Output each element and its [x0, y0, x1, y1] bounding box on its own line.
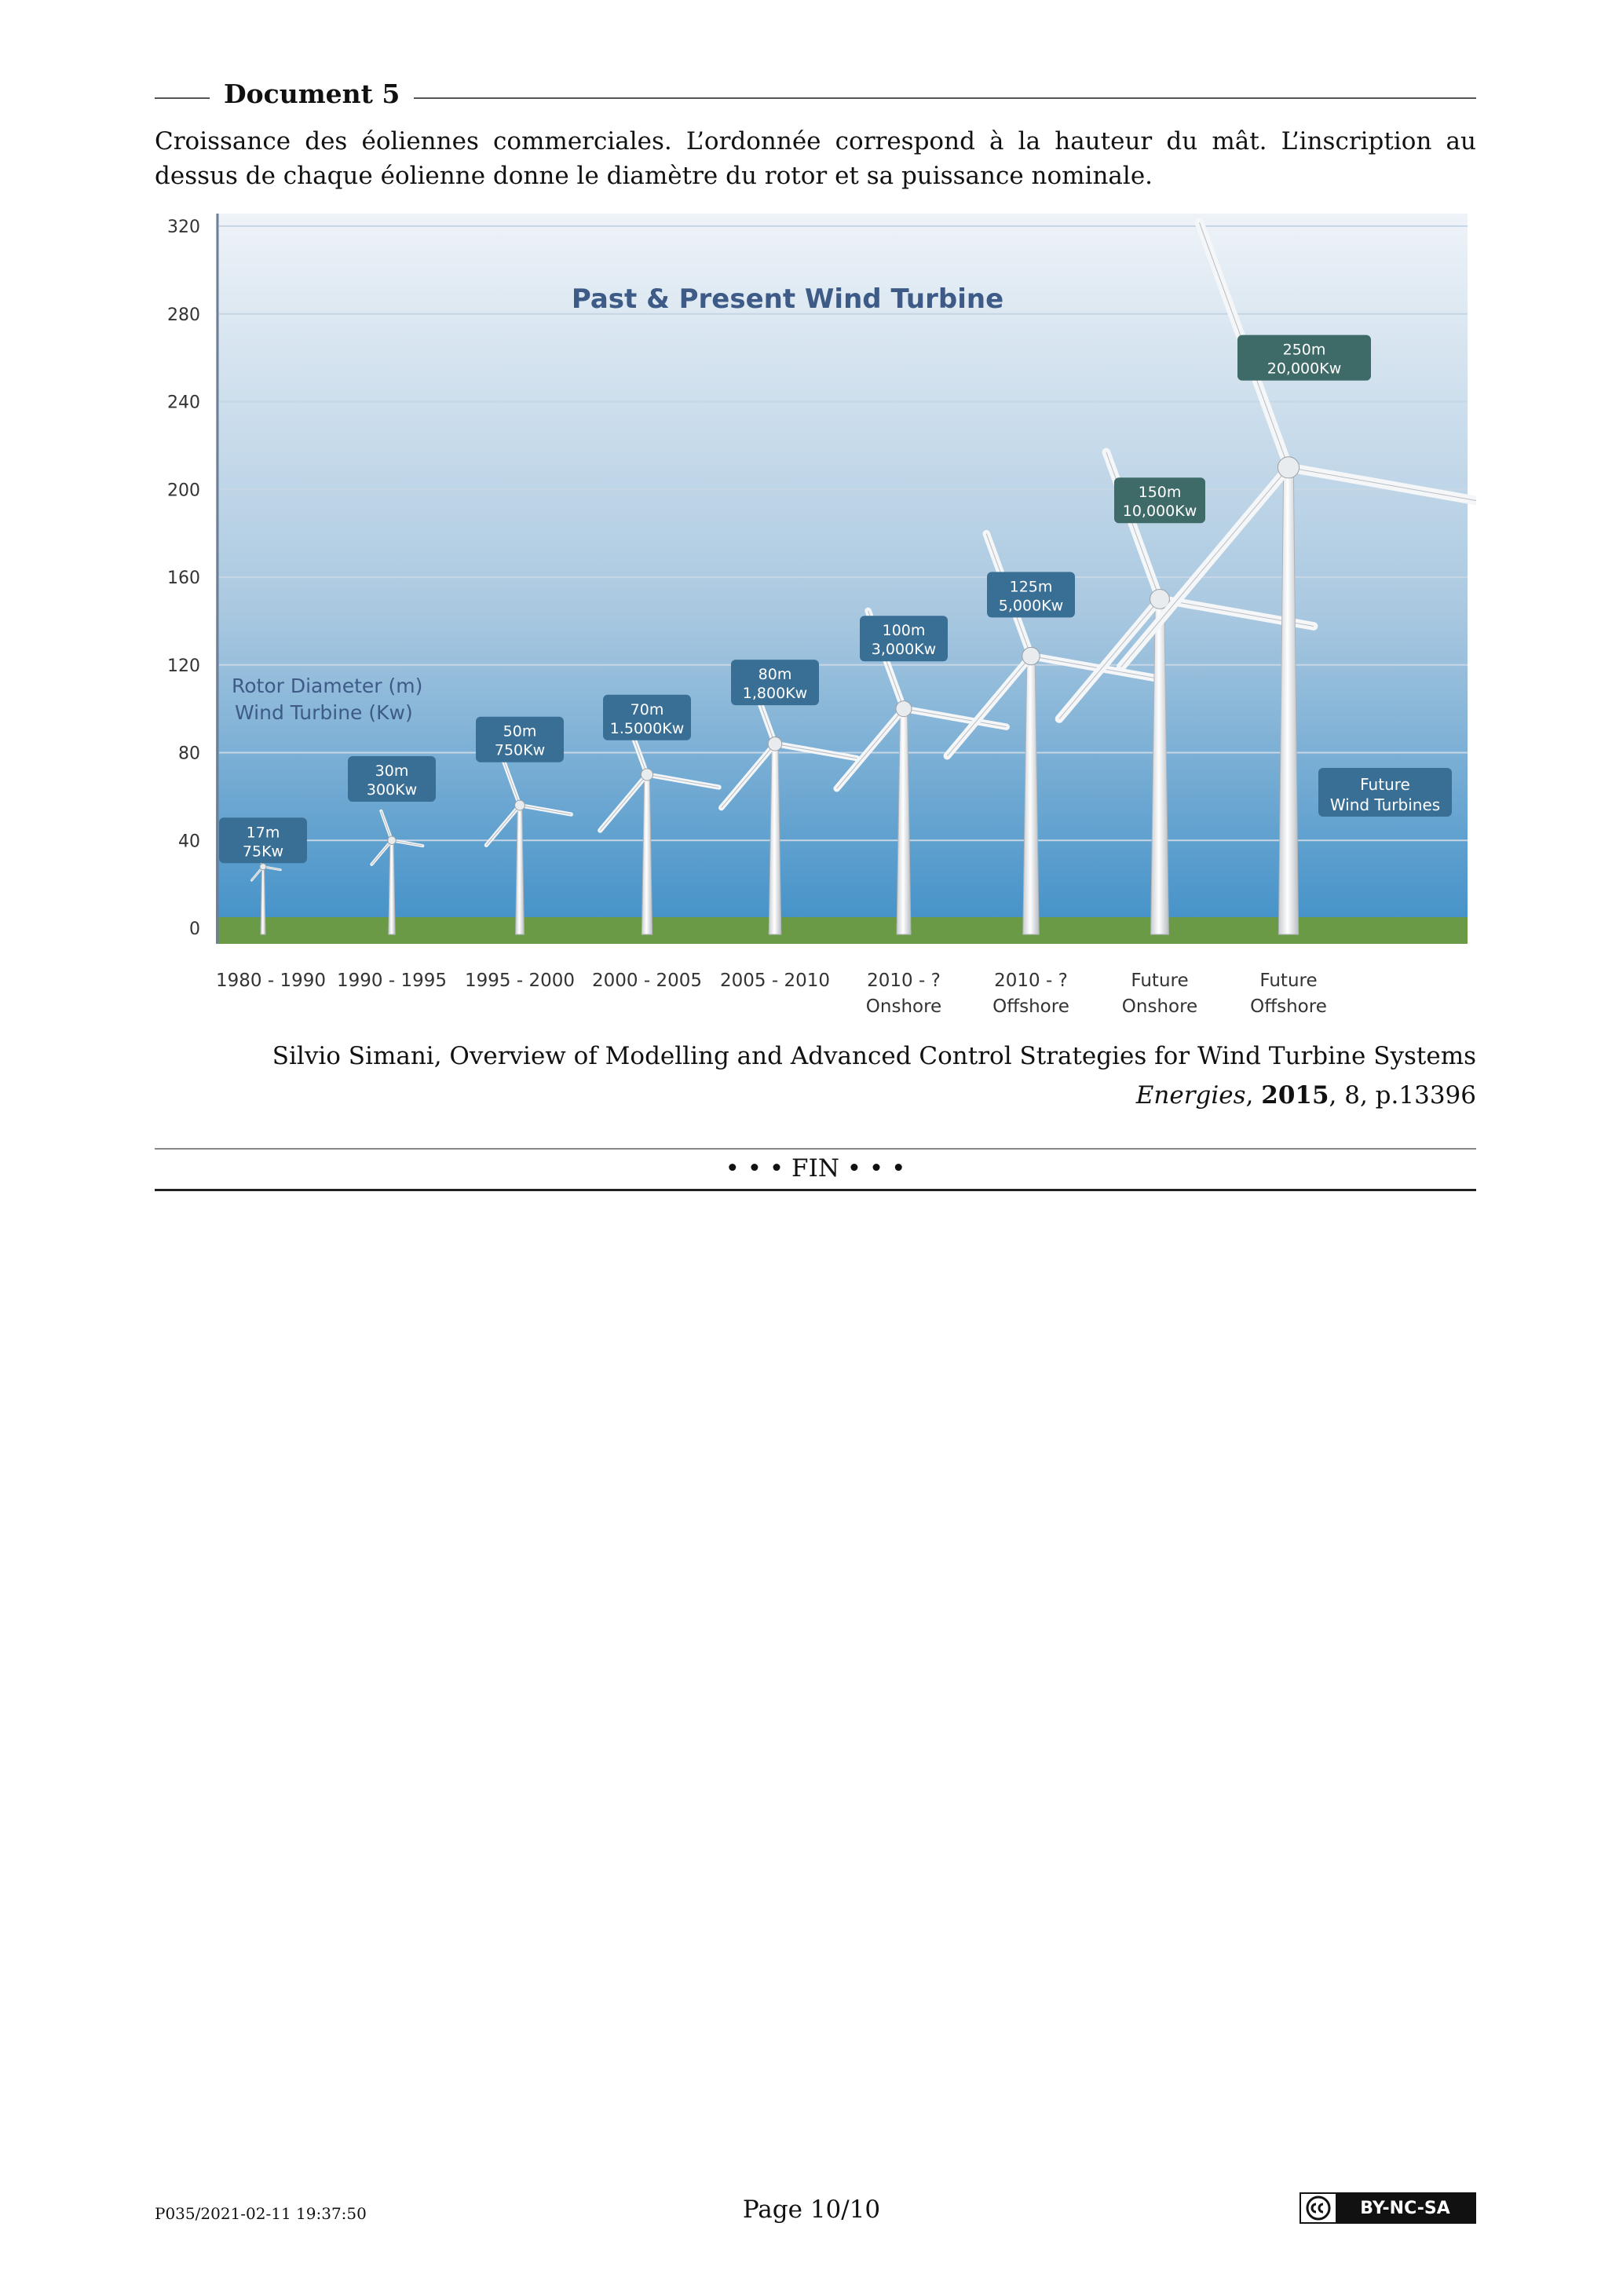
x-tick-label: 2005 - 2010 — [720, 971, 830, 991]
turbine-label-power: 3,000Kw — [871, 641, 937, 659]
turbine-label-power: 1.5000Kw — [609, 719, 685, 737]
turbine-label-diameter: 30m — [375, 762, 409, 781]
chart-svg — [155, 206, 1476, 1030]
turbine-label-power: 300Kw — [366, 781, 418, 799]
turbine-label-5 — [731, 660, 819, 705]
turbine-label-power: 750Kw — [494, 741, 546, 759]
turbine-hub — [260, 864, 266, 870]
turbine-label-diameter: 250m — [1282, 341, 1326, 359]
turbine-label-4 — [603, 695, 691, 740]
turbine-label-diameter: 50m — [503, 722, 537, 740]
header-rule-left — [155, 97, 210, 99]
page-number: Page 10/10 — [742, 2195, 881, 2224]
x-tick-label-line2: Offshore — [992, 996, 1069, 1017]
x-tick-label-line2: Onshore — [865, 996, 942, 1017]
turbine-label-6 — [860, 616, 948, 661]
turbine-label-power: 5,000Kw — [998, 597, 1064, 615]
turbine-label-power: 75Kw — [242, 843, 284, 861]
header-rule-right — [414, 97, 1476, 99]
creative-commons-icon — [1301, 2194, 1336, 2222]
turbine-label-diameter: 150m — [1138, 484, 1182, 502]
turbine-hub — [515, 800, 525, 810]
license-badge — [1299, 2192, 1476, 2224]
y-tick-label: 280 — [167, 305, 200, 325]
document-header — [155, 75, 1476, 119]
y-tick-label: 80 — [178, 744, 200, 764]
turbine-hub — [641, 769, 652, 781]
citation-details: , 8, p.13396 — [1329, 1081, 1476, 1110]
y-tick-label: 40 — [178, 832, 200, 852]
x-tick-label-line2: Onshore — [1121, 996, 1198, 1017]
end-block — [155, 1148, 1476, 1192]
x-tick-label: Future — [1259, 971, 1318, 991]
turbine-hub — [768, 737, 782, 751]
x-tick-label: 1995 - 2000 — [465, 971, 575, 991]
turbine-label-8 — [1114, 477, 1205, 523]
citation-title: Overview of Modelling and Advanced Control Strategies for Wind Turbine Systems — [449, 1042, 1476, 1070]
x-tick-label: 2000 - 2005 — [592, 971, 702, 991]
turbine-hub — [1022, 647, 1040, 664]
x-tick-label: 2010 - ? — [867, 971, 941, 991]
turbine-label-7 — [987, 572, 1075, 617]
citation-year: 2015 — [1261, 1081, 1329, 1110]
turbine-hub — [1278, 457, 1299, 478]
y-tick-label: 320 — [167, 218, 200, 237]
legend-line-rotor-diameter: Rotor Diameter (m) — [232, 675, 423, 697]
intro-paragraph: Croissance des éoliennes commerciales. L’ordonnée correspond à la hauteur du mât. L’inscription au dessus de chaque éolienne donne le diamètre du rotor et sa puissance nominale. — [155, 127, 1476, 190]
turbine-label-3 — [476, 717, 564, 762]
end-rule-bottom — [155, 1189, 1476, 1191]
legend-line-wind-turbine: Wind Turbine (Kw) — [235, 701, 413, 724]
citation-authors: Silvio Simani — [272, 1042, 434, 1070]
turbine-label-power: 10,000Kw — [1122, 503, 1197, 521]
citation-journal: Energies — [1135, 1081, 1246, 1110]
turbine-label-diameter: 125m — [1009, 578, 1053, 596]
turbine-label-diameter: 17m — [246, 824, 280, 842]
citation: Silvio Simani, Overview of Modelling and Advanced Control Strategies for Wind Turbine Systems Energies, 2015, 8, p.13396 — [272, 1042, 1476, 1110]
turbine-label-diameter: 70m — [630, 700, 664, 718]
turbine-label-9 — [1237, 335, 1371, 381]
y-tick-label: 0 — [189, 919, 200, 939]
x-tick-label: 1990 - 1995 — [337, 971, 447, 991]
y-tick-label: 200 — [167, 481, 200, 501]
turbine-hub — [388, 836, 396, 844]
turbine-label-diameter: 80m — [758, 666, 792, 684]
x-tick-label-line2: Offshore — [1250, 996, 1327, 1017]
license-label: BY-NC-SA — [1336, 2194, 1475, 2222]
future-label-line1: Future — [1360, 775, 1410, 794]
wind-turbine-chart — [155, 206, 1476, 1030]
y-axis-ticks — [167, 218, 200, 939]
end-marker: • • • FIN • • • — [725, 1154, 906, 1183]
end-rule-top — [155, 1148, 1476, 1150]
x-tick-label: 1980 - 1990 — [216, 971, 326, 991]
x-axis-labels — [216, 971, 1327, 1017]
turbine-label-power: 1,800Kw — [742, 685, 808, 703]
turbine-tower — [261, 867, 265, 934]
turbine-label-1 — [219, 817, 307, 863]
y-tick-label: 160 — [167, 569, 200, 588]
turbine-label-power: 20,000Kw — [1267, 360, 1342, 378]
x-tick-label: Future — [1131, 971, 1189, 991]
x-tick-label: 2010 - ? — [994, 971, 1068, 991]
footer-id: P035/2021-02-11 19:37:50 — [155, 2204, 367, 2223]
turbine-label-diameter: 100m — [882, 622, 926, 640]
turbine-hub — [896, 701, 912, 717]
future-label-line2: Wind Turbines — [1329, 795, 1441, 814]
chart-title: Past & Present Wind Turbine — [571, 283, 1004, 315]
turbine-label-2 — [348, 756, 436, 802]
y-tick-label: 120 — [167, 656, 200, 676]
section-title: Document 5 — [224, 79, 400, 109]
y-tick-label: 240 — [167, 393, 200, 413]
